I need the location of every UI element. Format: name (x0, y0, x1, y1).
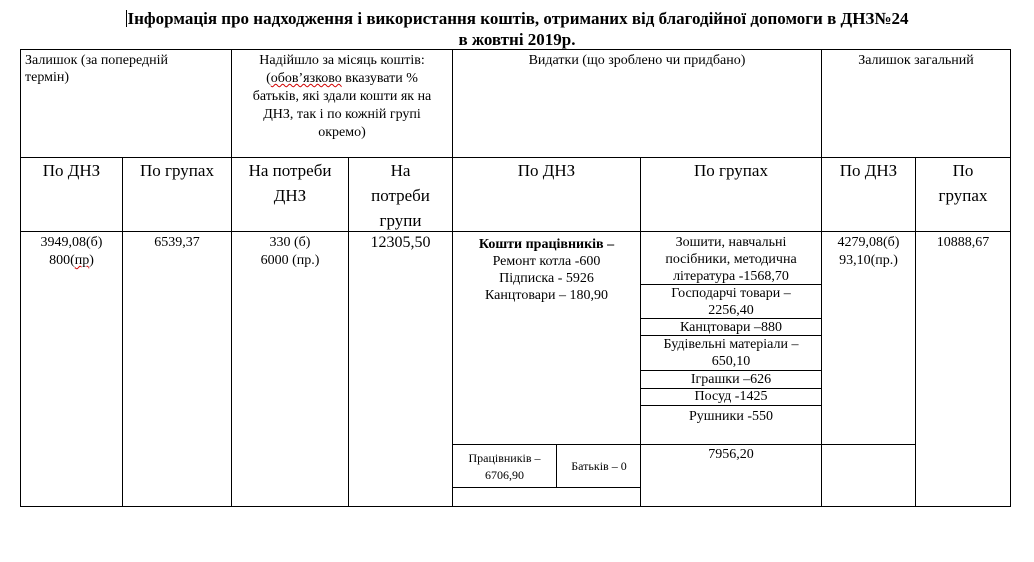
header-balance-prev: Залишок (за попередній термін) (25, 53, 169, 85)
table-border-right (1010, 49, 1011, 507)
subheader-total-groups: По групах (938, 161, 988, 205)
group-cell-rule (641, 405, 821, 406)
total-cell-rule (821, 444, 915, 445)
header-balance-total: Залишок загальний (858, 53, 974, 68)
table-col-rule (122, 157, 123, 507)
expense-item: Канцтовари – 180,90 (485, 288, 608, 303)
cell-expenses-dnz: Кошти працівників – Ремонт котла -600 Підписка - 5926 Канцтовари – 180,90 (453, 236, 640, 304)
group-expense-item: Іграшки –626 (690, 372, 772, 387)
cell-total-groups: 10888,67 (936, 235, 990, 250)
cell-received-dnz: 330 (б) 6000 (пр.) (260, 235, 320, 268)
cell-balance-groups: 6539,37 (154, 235, 200, 250)
header-expenses: Видатки (що зроблено чи придбано) (528, 53, 746, 68)
group-cell-rule (641, 444, 821, 445)
subheader-expenses-dnz: По ДНЗ (517, 161, 576, 180)
header-received-line: батьків, які здали кошти як на (252, 89, 432, 104)
groups-expense-total: 7956,20 (708, 447, 754, 462)
group-expense-item: Канцтовари –880 (680, 320, 782, 335)
text-cursor (126, 10, 127, 27)
table-border-bottom (20, 506, 1011, 507)
subheader-expenses-groups: По групах (694, 161, 768, 180)
table-col-rule (915, 157, 916, 507)
staff-total: Працівників – 6706,90 (468, 451, 541, 482)
document-title-text: Інформація про надходження і використання коштів, отриманих від благодійної допомоги в ДНЗ№24 (127, 9, 909, 28)
group-expense-item: Рушники -550 (688, 409, 773, 424)
table-border-top (20, 49, 1011, 50)
group-expense-item: Зошити, навчальні посібники, методична література -1568,70 (665, 235, 797, 284)
cell-received-groups: 12305,50 (370, 234, 431, 251)
group-expense-item: Будівельні матеріали – 650,10 (663, 337, 799, 369)
subheader-received-groups: На потреби групи (371, 161, 430, 230)
table-border-left (20, 49, 21, 507)
table-rule-subheader (20, 231, 1011, 232)
group-expense-item: Господарчі товари – 2256,40 (671, 286, 791, 318)
table-col-rule (821, 49, 822, 507)
header-received-line: (обов’язково вказувати % (266, 71, 418, 86)
document-subtitle: в жовтні 2019р. (458, 30, 576, 49)
subheader-balance-groups: По групах (140, 161, 214, 180)
cell-balance-dnz: 3949,08(б) 800(пр) (40, 235, 103, 268)
header-received-line: окремо) (318, 125, 366, 140)
document-title (0, 10, 1034, 28)
header-received (232, 52, 452, 142)
subheader-received-dnz: На потреби ДНЗ (248, 161, 332, 205)
header-received-line: ДНЗ, так і по кожній групі (263, 107, 421, 122)
parents-total: Батьків – 0 (571, 459, 627, 473)
subheader-total-dnz: По ДНЗ (839, 161, 898, 180)
group-expense-item: Посуд -1425 (694, 389, 768, 404)
staff-cell-rule (453, 487, 641, 488)
expense-item: Підписка - 5926 (499, 271, 594, 286)
staff-cell-rule (453, 444, 641, 445)
expense-item: Ремонт котла -600 (492, 254, 601, 269)
cell-total-dnz: 4279,08(б) 93,10(пр.) (837, 235, 900, 268)
subheader-balance-dnz: По ДНЗ (42, 161, 101, 180)
header-received-line: Надійшло за місяць коштів: (259, 53, 425, 68)
